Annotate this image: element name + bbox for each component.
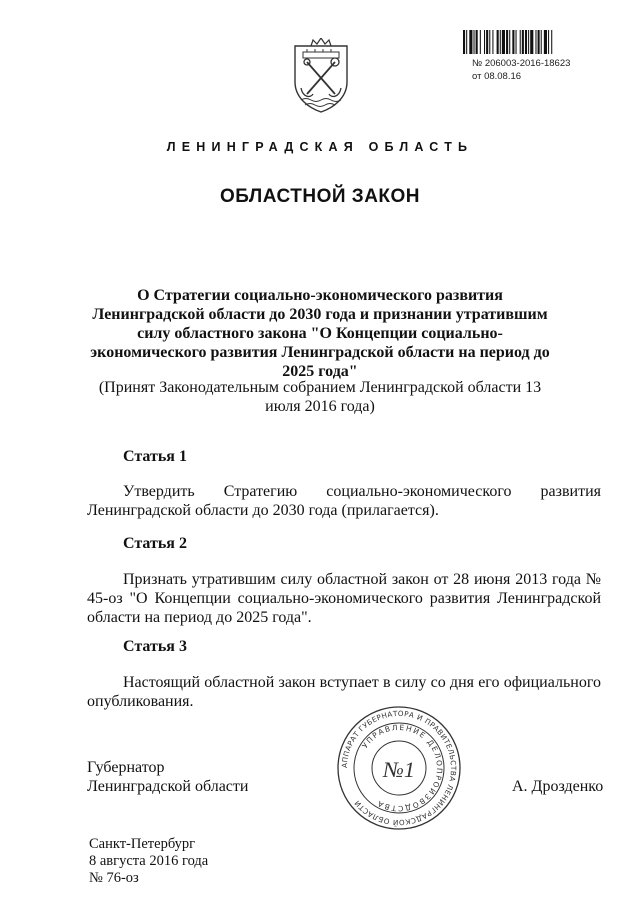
footer-info <box>89 836 208 887</box>
document-type: ОБЛАСТНОЙ ЗАКОН <box>219 186 421 207</box>
barcode <box>463 30 615 54</box>
barcode-bar <box>480 30 481 54</box>
barcode-bar <box>530 30 533 54</box>
stamp-inner-text: УПРАВЛЕНИЕ ДЕЛОПРОИЗВОДСТВА <box>360 722 445 814</box>
barcode-bar <box>512 30 514 54</box>
barcode-bar <box>509 30 510 54</box>
barcode-bar <box>541 30 542 54</box>
barcode-bar <box>525 30 527 54</box>
signer-name: А. Дрозденко <box>512 778 604 795</box>
region-name: ЛЕНИНГРАДСКАЯ ОБЛАСТЬ <box>166 140 474 154</box>
footer-date: 8 августа 2016 года <box>89 853 209 869</box>
footer-number: № 76-оз <box>89 870 139 886</box>
stamp-number: №1 <box>383 757 415 782</box>
barcode-bar <box>469 30 472 54</box>
article-1-text: Утвердить Стратегию социально-экономического развития Ленинградской области до 2030 года (прилагается). <box>87 483 601 519</box>
signer-position-line-2: Ленинградской области <box>87 778 249 795</box>
barcode-bar <box>476 30 478 54</box>
law-title: О Стратегии социально-экономического развития Ленинградской области до 2030 года и признании утратившим силу областного закона "О Концепции социально-экономического развития Ленинградской области на период до 2025 года" <box>90 287 550 380</box>
barcode-bar <box>497 30 499 54</box>
signer-position <box>87 758 248 796</box>
registration-date: от 08.08.16 <box>472 71 522 82</box>
barcode-bar <box>544 30 547 54</box>
article-1-heading: Статья 1 <box>123 448 187 465</box>
article-3-heading: Статья 3 <box>123 638 187 655</box>
barcode-bar <box>466 30 467 54</box>
barcode-bar <box>506 30 508 54</box>
article-2-text: Признать утратившим силу областной закон от 28 июня 2013 года № 45-оз "О Концепции социально-экономического развития Ленинградской области на период до 2025 года". <box>87 571 601 626</box>
barcode-bar <box>551 30 552 54</box>
barcode-bar <box>486 30 488 54</box>
barcode-bar <box>522 30 524 54</box>
footer-city: Санкт-Петербург <box>89 836 196 852</box>
article-3-text: Настоящий областной закон вступает в силу со дня его официального опубликования. <box>87 674 601 710</box>
coat-of-arms <box>289 38 353 114</box>
barcode-bar <box>520 30 521 54</box>
signer-position-line-1: Губернатор <box>87 759 165 776</box>
barcode-bar <box>500 30 501 54</box>
barcode-bar <box>489 30 490 54</box>
barcode-bar <box>492 30 493 54</box>
barcode-bar <box>474 30 475 54</box>
barcode-bar <box>528 30 529 54</box>
stamp-outer-text: АППАРАТ ГУБЕРНАТОРА И ПРАВИТЕЛЬСТВА ЛЕНИНГРАДСКОЙ ОБЛАСТИ <box>339 708 459 828</box>
barcode-bar <box>538 30 540 54</box>
article-2-heading: Статья 2 <box>123 535 187 552</box>
barcode-bar <box>535 30 536 54</box>
barcode-bar <box>463 30 465 54</box>
registration-number: № 206003-2016-18623 <box>472 58 571 69</box>
barcode-bar <box>548 30 549 54</box>
adoption-note: (Принят Законодательным собранием Ленинградской области 13 июля 2016 года) <box>98 379 542 415</box>
official-stamp <box>336 705 462 831</box>
barcode-bar <box>502 30 505 54</box>
barcode-bar <box>484 30 485 54</box>
barcode-bar <box>516 30 517 54</box>
